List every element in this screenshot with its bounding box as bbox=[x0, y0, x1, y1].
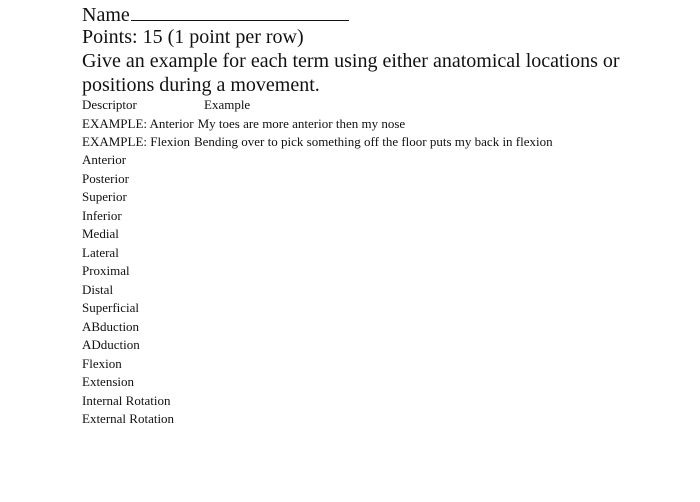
term-row: Distal bbox=[82, 281, 114, 297]
term-row: ABduction bbox=[82, 318, 140, 334]
term-row: Anterior bbox=[82, 152, 127, 167]
example-descriptor: EXAMPLE: Flexion bbox=[82, 134, 190, 149]
instructions-text: Give an example for each term using either anatomical locations or positions during a movement. bbox=[82, 50, 620, 96]
name-blank-field[interactable] bbox=[131, 2, 349, 21]
term-row: Superior bbox=[82, 189, 127, 204]
example-row-anterior bbox=[82, 115, 642, 133]
term-row: Medial bbox=[82, 226, 119, 241]
term-row: Inferior bbox=[82, 207, 122, 223]
descriptor-column-header: Descriptor bbox=[82, 97, 137, 112]
term-row: Flexion bbox=[82, 355, 122, 371]
example-row-flexion bbox=[82, 133, 642, 151]
term-list bbox=[82, 151, 174, 429]
term-row: Lateral bbox=[82, 244, 119, 260]
term-row: Proximal bbox=[82, 263, 130, 278]
term-row: Extension bbox=[82, 374, 134, 389]
term-row: External Rotation bbox=[82, 411, 175, 426]
example-column-header: Example bbox=[204, 97, 251, 112]
example-descriptor: EXAMPLE: Anterior bbox=[82, 116, 194, 131]
name-label: Name bbox=[82, 4, 130, 26]
column-header-row bbox=[82, 96, 642, 114]
term-row: Posterior bbox=[82, 170, 129, 186]
term-row: Internal Rotation bbox=[82, 392, 171, 408]
example-text: Bending over to pick something off the floor puts my back in flexion bbox=[193, 134, 553, 149]
points-text: Points: 15 (1 point per row) bbox=[82, 26, 304, 48]
name-line bbox=[82, 2, 349, 26]
example-text: My toes are more anterior then my nose bbox=[197, 116, 406, 131]
term-row: Superficial bbox=[82, 300, 140, 315]
term-row: ADduction bbox=[82, 337, 140, 352]
